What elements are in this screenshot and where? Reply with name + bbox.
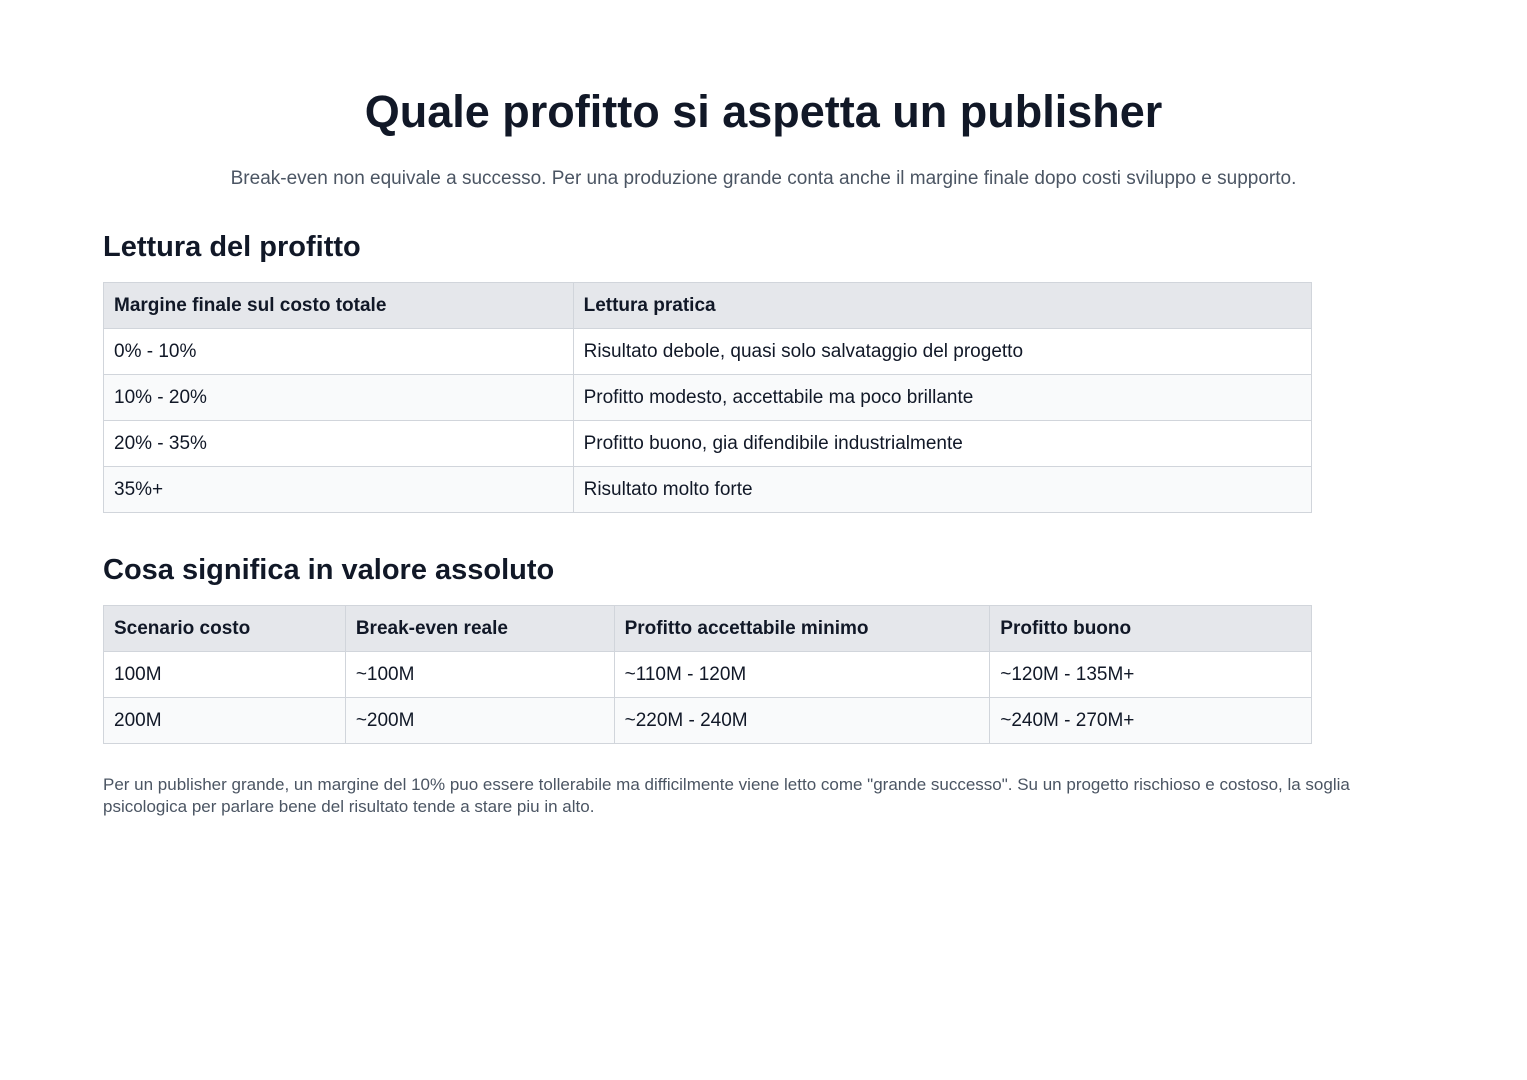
table-cell: Risultato molto forte [573,467,1311,513]
table-cell: ~110M - 120M [614,652,990,698]
table-row [104,329,1312,375]
table-cell: ~100M [345,652,614,698]
table-cell: 20% - 35% [104,421,574,467]
page-title: Quale profitto si aspetta un publisher [364,86,1163,137]
column-header: Profitto buono [990,606,1312,652]
column-header: Margine finale sul costo totale [104,283,574,329]
page-subtitle: Break-even non equivale a successo. Per una produzione grande conta anche il margine finale dopo costi sviluppo e supporto. [230,168,1297,189]
table-cell: ~120M - 135M+ [990,652,1312,698]
section-title-absolute-value: Cosa significa in valore assoluto [103,554,555,586]
table-cell: ~240M - 270M+ [990,698,1312,744]
footnote: Per un publisher grande, un margine del 10% puo essere tollerabile ma difficilmente viene letto come "grande successo". Su un progetto rischioso e costoso, la soglia psicologica per parlare bene del risultato tende a stare piu in alto. [103,775,1350,816]
section-title-profit-reading: Lettura del profitto [103,231,361,263]
column-header: Profitto accettabile minimo [614,606,990,652]
table-row [104,375,1312,421]
table-row [104,652,1312,698]
table-cell: Risultato debole, quasi solo salvataggio del progetto [573,329,1311,375]
table-cell: ~220M - 240M [614,698,990,744]
table-cell: Profitto buono, gia difendibile industrialmente [573,421,1311,467]
table-row [104,698,1312,744]
table-header-row [104,606,1312,652]
table-header-row [104,283,1312,329]
absolute-value-table [103,605,1312,744]
table-cell: 0% - 10% [104,329,574,375]
table-cell: ~200M [345,698,614,744]
profit-reading-table [103,282,1312,513]
table-row [104,467,1312,513]
table-cell: Profitto modesto, accettabile ma poco brillante [573,375,1311,421]
table-cell: 35%+ [104,467,574,513]
table-cell: 100M [104,652,346,698]
column-header: Scenario costo [104,606,346,652]
table-row [104,421,1312,467]
column-header: Break-even reale [345,606,614,652]
table-cell: 200M [104,698,346,744]
table-cell: 10% - 20% [104,375,574,421]
column-header: Lettura pratica [573,283,1311,329]
